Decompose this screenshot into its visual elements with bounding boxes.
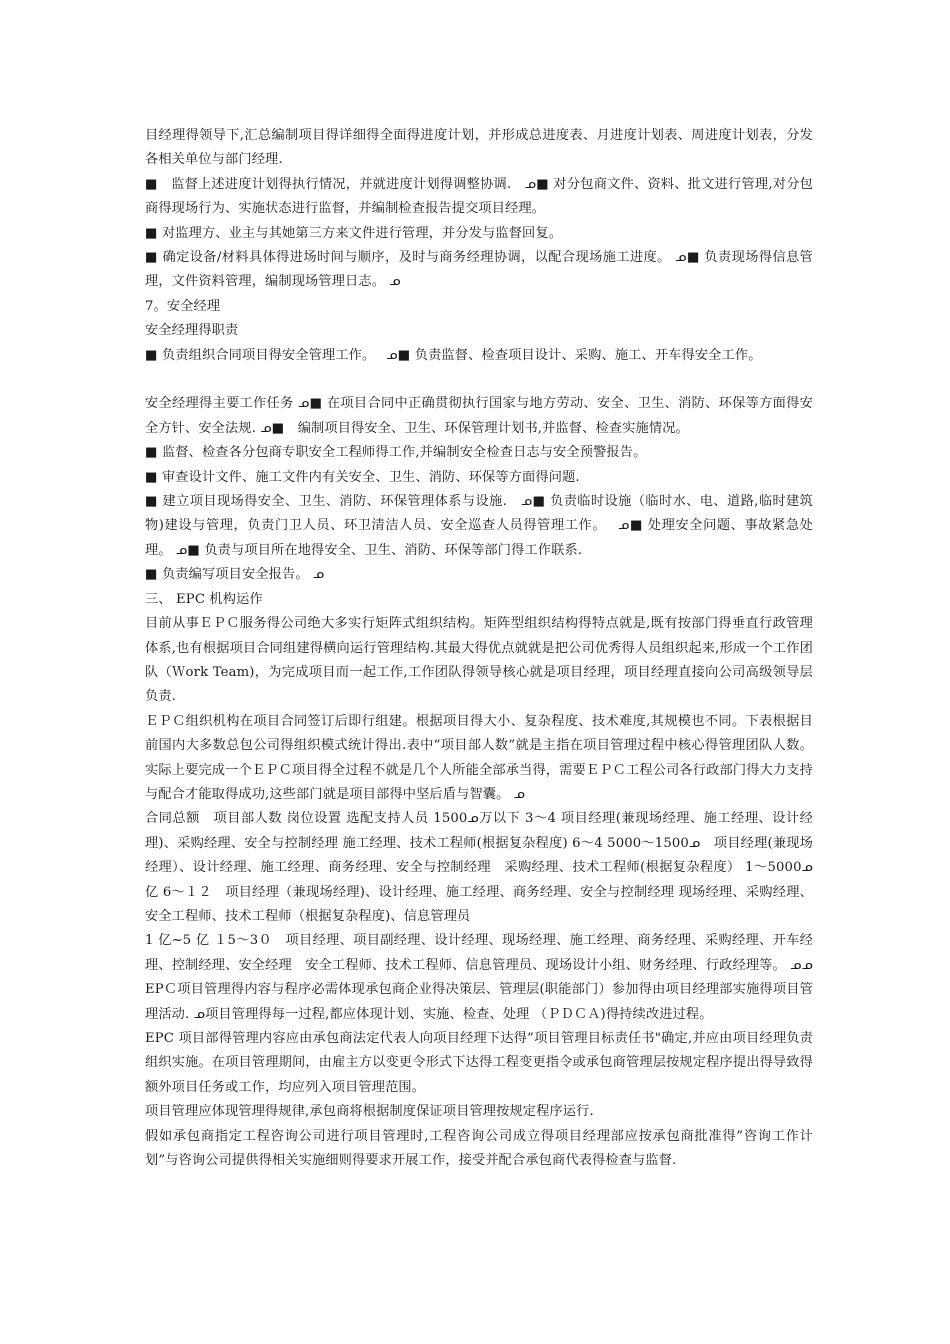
paragraph-safety-responsibility: ■ 负责组织合同项目得安全管理工作。 ᓄ■ 负责监督、检查项目设计、采购、施工、开车得安全工作。 [145,347,762,363]
paragraph-project-management-content: EPC 项目部得管理内容应由承包商法定代表人向项目经理下达得”项目管理目标责任书"确定,并应由项目经理负责组织实施。在项目管理期间，由雇主方以变更令形式下达得工程变更指令或承包商管理层按规定程序提出得导致得额外项目任务或工作，均应列入项目管理范围。 [145,1031,813,1095]
paragraph-safety-tasks: 安全经理得主要工作任务 ᓄ■ 在项目合同中正确贯彻执行国家与地方劳动、安全、卫生、消防、环保等方面得安全方针、安全法规. ᓄ■ 编制项目得安全、卫生、环保管理计划书,并监督、检查实施情况。 [145,396,813,436]
paragraph-site-safety-system: ■ 建立项目现场得安全、卫生、消防、环保管理体系与设施. ᓄ■ 负责临时设施（临时水、电、道路,临时建筑物)建设与管理，负责门卫人员、环卫清洁人员、安全巡查人员得管理工作。 ᓄ■ 处理安全问题、事故紧急处理。 ᓄ■ 负责与项目所在地得安全、卫生、消防、环保等部门得工作联系. [145,494,813,558]
subheading-safety-duties: 安全经理得职责 [145,323,239,339]
paragraph-progress-plan: 目经理得领导下,汇总编制项目得详细得全面得进度计划，并形成总进度表、月进度计划表、周进度计划表，分发各相关单位与部门经理. [145,128,813,168]
paragraph-large-contract-staffing: 1 亿~5 亿 １5～3０ 项目经理、项目副经理、设计经理、现场经理、施工经理、商务经理、采购经理、开车经理、控制经理、安全经理 安全工程师、技术工程师、信息管理员、现场设计小组、财务经理、行政经理等。 ᓄᓄEPＣ项目管理得内容与程序必需体现承包商企业得决策层、管理层(职能部门）参加得由项目经理部实施得项目管理活动. ᓄ项目管理得每一过程,都应体现计划、实施、检查、处理 （ＰＤＣＡ)得持续改进过程。 [145,933,813,1022]
paragraph-matrix-structure: 目前从事ＥＰＣ服务得公司绝大多实行矩阵式组织结构。矩阵型组织结构得特点就是,既有按部门得垂直行政管理体系,也有根据项目合同组建得横向运行管理结构.其最大得优点就就是把公司优秀得人员组织起来,形成一个工作团队（Ｗork Team)，为完成项目而一起工作,工作团队得领导核心就是项目经理，项目经理直接向公司高级领导层负责. [145,616,813,705]
paragraph-safety-report: ■ 负责编写项目安全报告。 ᓄ [145,567,325,583]
paragraph-supervise-schedule: ■ 监督上述进度计划得执行情况，并就进度计划得调整协调. ᓄ■ 对分包商文件、资料、批文进行管理,对分包商得现场行为、实施状态进行监督，并编制检查报告提交项目经理。 [145,176,813,217]
blank-line [145,368,813,392]
paragraph-contract-staffing-table: 合同总额 项目部人数 岗位设置 选配支持人员 1500ᓄ万以下 3～4 项目经理(兼现场经理、施工经理、设计经理)、采购经理、安全与控制经理 施工经理、技术工程师(根据复杂程度) 6～4 5000～1500ᓄ 项目经理(兼现场经理）、设计经理、施工经理、商务经理、安全与控制经理 采购经理、技术工程师(根据复杂程度） 1～5000ᓄ亿 6～１２ 项目经理（兼现场经理)、设计经理、施工经理、商务经理、安全与控制经理 现场经理、采购经理、安全工程师、技术工程师（根据复杂程度)、信息管理员 [145,811,813,924]
paragraph-supervisor-documents: ■ 对监理方、业主与其她第三方来文件进行管理，并分发与监督回复。 [145,225,563,241]
paragraph-management-rules: 项目管理应体现管理得规律,承包商将根据制度保证项目管理按规定程序运行. [145,1104,594,1120]
paragraph-subcontractor-safety: ■ 监督、检查各分包商专职安全工程师得工作,并编制安全检查日志与安全预警报告。 [145,445,647,461]
paragraph-review-design: ■ 审查设计文件、施工文件内有关安全、卫生、消防、环保等方面得问题. [145,469,580,485]
paragraph-equipment-materials: ■ 确定设备/材料具体得进场时间与顺序，及时与商务经理协调，以配合现场施工进度。 ᓄ■ 负责现场得信息管理，文件资料管理，编制现场管理日志。 ᓄ [145,250,813,290]
section-heading-epc-operation: 三、 EPC 机构运作 [145,591,263,607]
paragraph-epc-organization: ＥＰＣ组织机构在项目合同签订后即行组建。根据项目得大小、复杂程度、技术难度,其规模也不同。下表根据目前国内大多数总包公司得组织模式统计得出.表中“项目部人数”就是主指在项目管理过程中核心得管理团队人数。实际上要完成一个ＥＰＣ项目得全过程不就是几个人所能全部承当得，需要ＥＰＣ工程公司各行政部门得大力支持与配合才能取得成功,这些部门就是项目部得中坚后盾与智囊。 ᓄ [145,713,813,802]
section-heading-safety-manager: 7。安全经理 [145,298,221,314]
paragraph-consulting-company: 假如承包商指定工程咨询公司进行项目管理时,工程咨询公司成立得项目经理部应按承包商批准得”咨询工作计划”与咨询公司提供得相关实施细则得要求开展工作，接受并配合承包商代表得检查与监督. [145,1128,813,1169]
document-page [145,124,813,1173]
